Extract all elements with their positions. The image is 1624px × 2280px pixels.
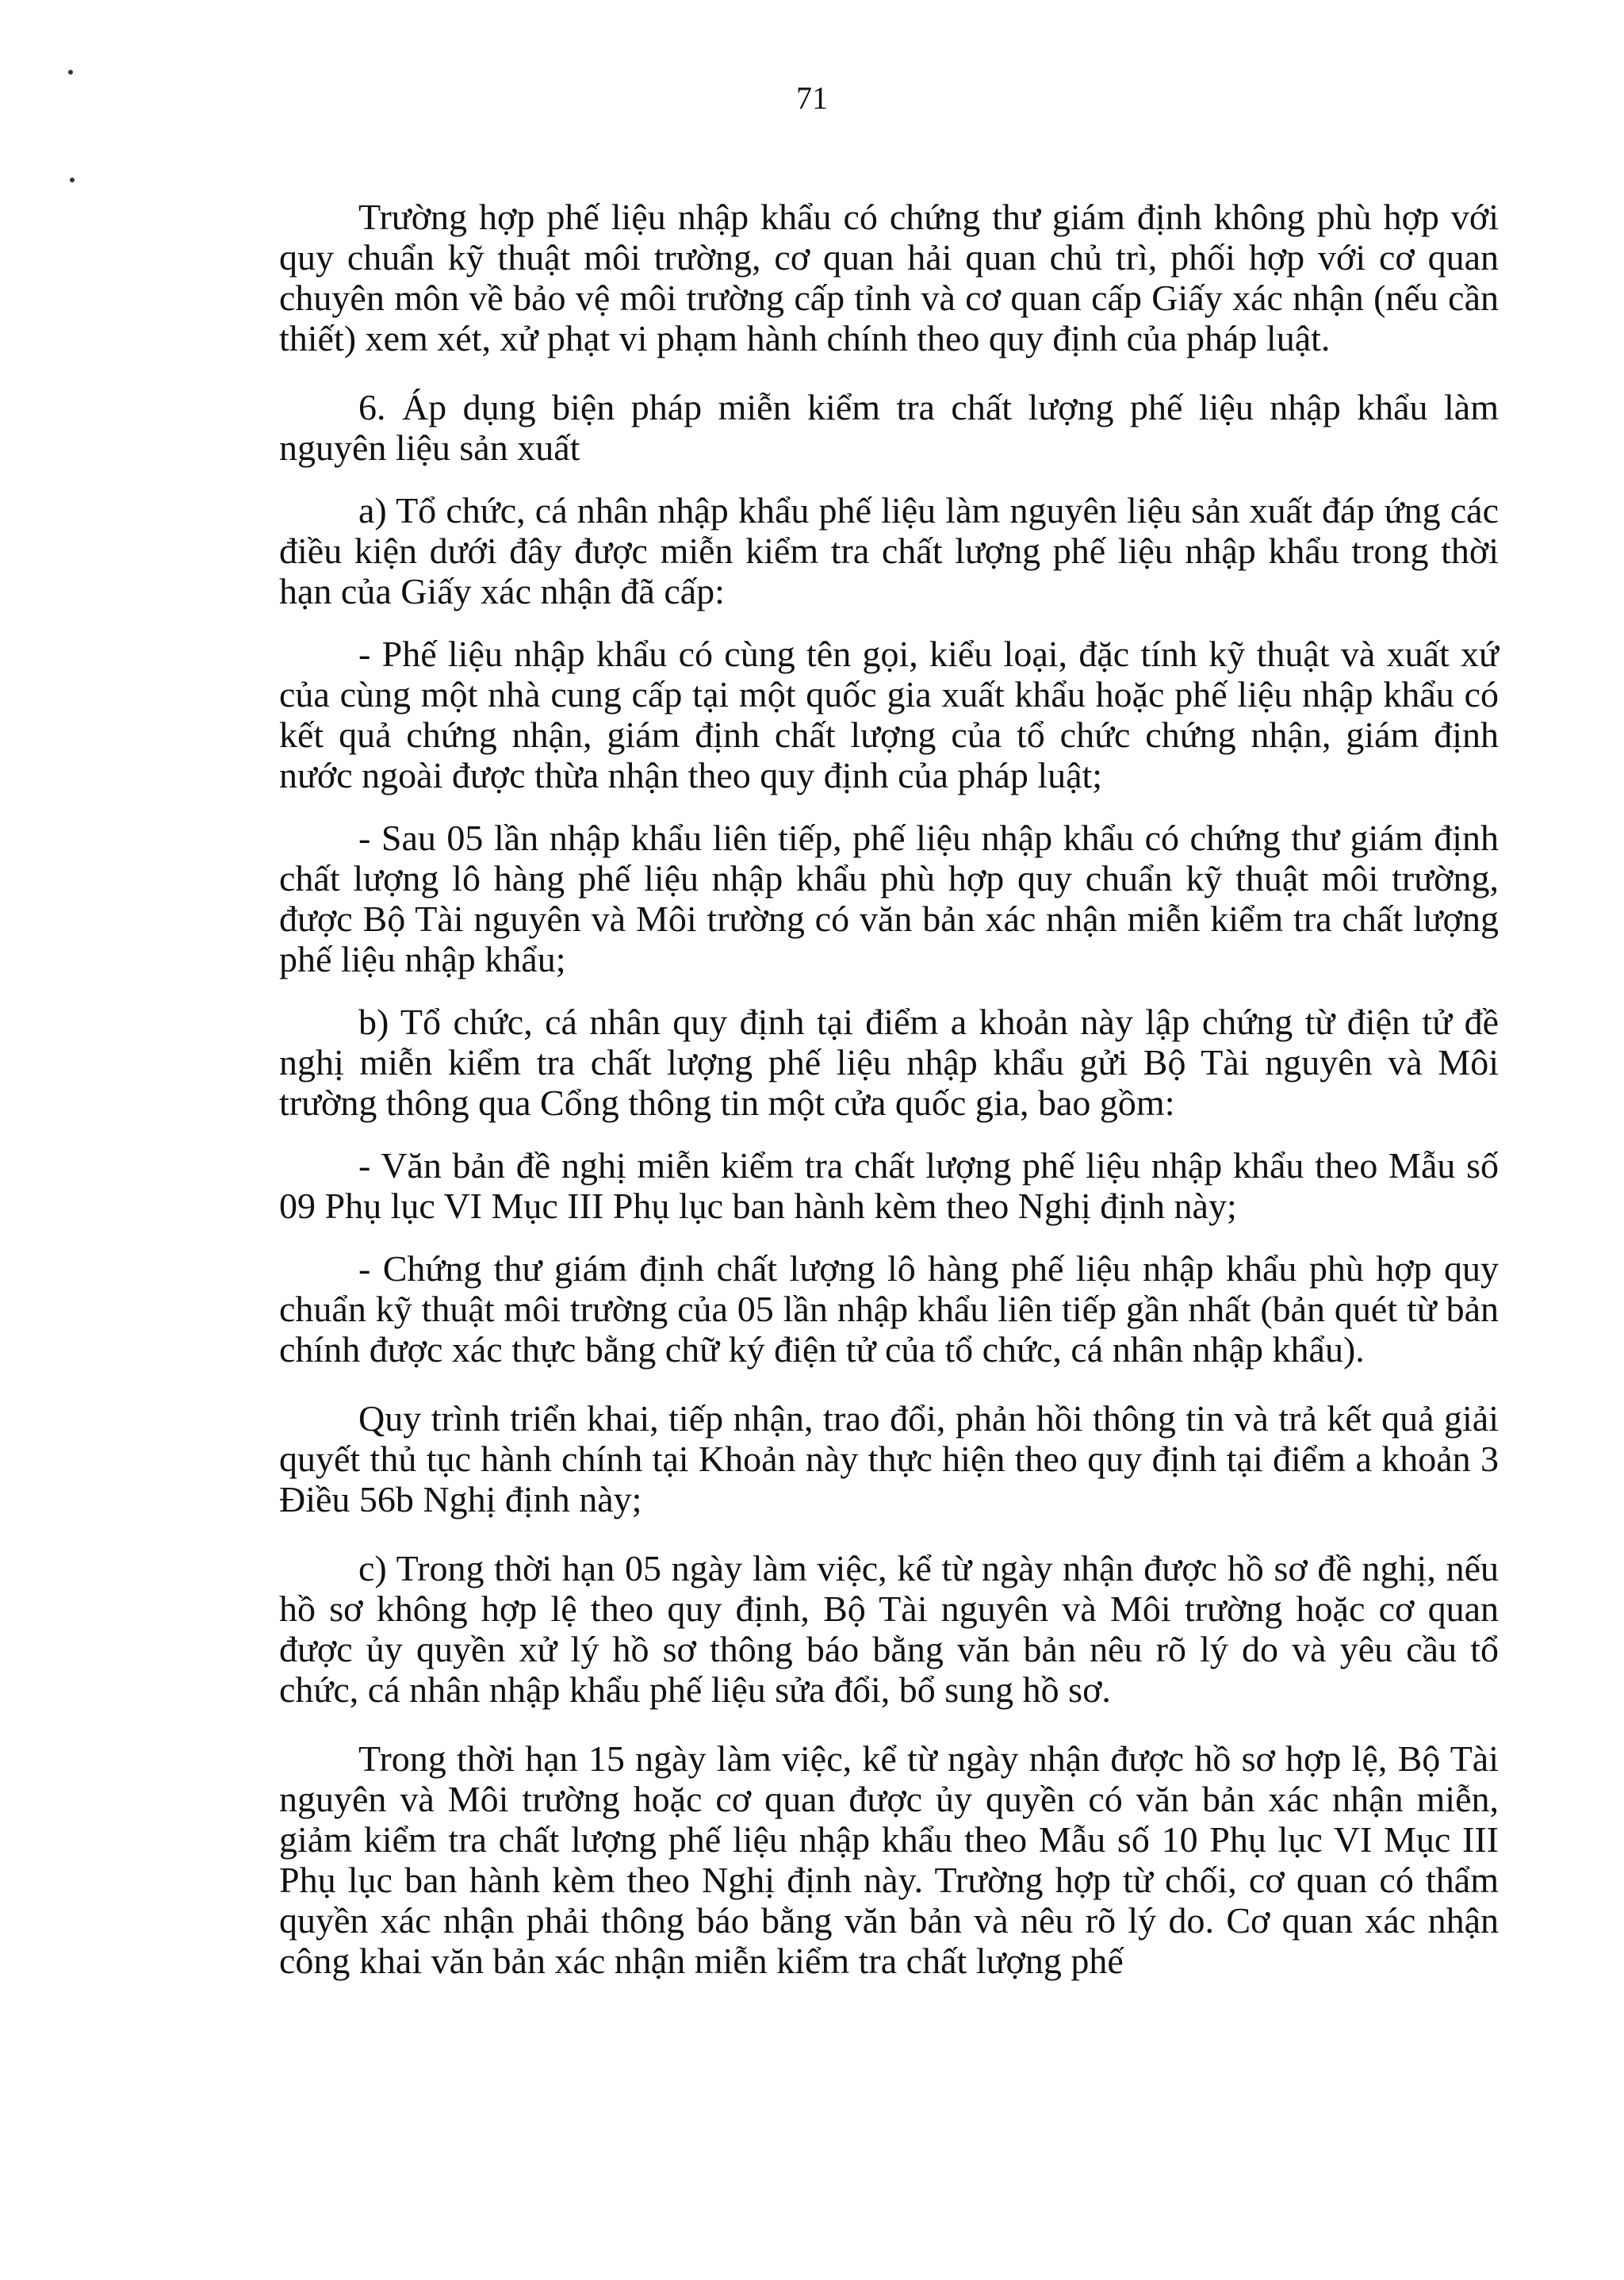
paragraph-condition-2: - Sau 05 lần nhập khẩu liên tiếp, phế liệu nhập khẩu có chứng thư giám định chất lượng lô hàng phế liệu nhập khẩu phù hợp quy chuẩn kỹ thuật môi trường, được Bộ Tài nguyên và Môi trường có văn bản xác nhận miễn kiểm tra chất lượng phế liệu nhập khẩu; [279,818,1499,979]
paragraph-document-2: - Chứng thư giám định chất lượng lô hàng phế liệu nhập khẩu phù hợp quy chuẩn kỹ thuật môi trường của 05 lần nhập khẩu liên tiếp gần nhất (bản quét từ bản chính được xác thực bằng chữ ký điện tử của tổ chức, cá nhân nhập khẩu). [279,1248,1499,1370]
page-number: 71 [796,80,828,116]
document-body [279,197,1499,2010]
scan-speck [70,178,75,182]
paragraph-section-6-heading: 6. Áp dụng biện pháp miễn kiểm tra chất lượng phế liệu nhập khẩu làm nguyên liệu sản xuất [279,387,1499,468]
paragraph-point-a: a) Tổ chức, cá nhân nhập khẩu phế liệu làm nguyên liệu sản xuất đáp ứng các điều kiện dưới đây được miễn kiểm tra chất lượng phế liệu nhập khẩu trong thời hạn của Giấy xác nhận đã cấp: [279,490,1499,611]
paragraph-confirmation: Trong thời hạn 15 ngày làm việc, kể từ ngày nhận được hồ sơ hợp lệ, Bộ Tài nguyên và Môi trường hoặc cơ quan được ủy quyền có văn bản xác nhận miễn, giảm kiểm tra chất lượng phế liệu nhập khẩu theo Mẫu số 10 Phụ lục VI Mục III Phụ lục ban hành kèm theo Nghị định này. Trường hợp từ chối, cơ quan có thẩm quyền xác nhận phải thông báo bằng văn bản và nêu rõ lý do. Cơ quan xác nhận công khai văn bản xác nhận miễn kiểm tra chất lượng phế [279,1738,1499,1981]
scan-speck [68,70,73,75]
paragraph-point-c: c) Trong thời hạn 05 ngày làm việc, kể từ ngày nhận được hồ sơ đề nghị, nếu hồ sơ không hợp lệ theo quy định, Bộ Tài nguyên và Môi trường hoặc cơ quan được ủy quyền xử lý hồ sơ thông báo bằng văn bản nêu rõ lý do và yêu cầu tổ chức, cá nhân nhập khẩu phế liệu sửa đổi, bổ sung hồ sơ. [279,1548,1499,1710]
paragraph-procedure: Quy trình triển khai, tiếp nhận, trao đổi, phản hồi thông tin và trả kết quả giải quyết thủ tục hành chính tại Khoản này thực hiện theo quy định tại điểm a khoản 3 Điều 56b Nghị định này; [279,1398,1499,1519]
paragraph-violation-handling: Trường hợp phế liệu nhập khẩu có chứng thư giám định không phù hợp với quy chuẩn kỹ thuật môi trường, cơ quan hải quan chủ trì, phối hợp với cơ quan chuyên môn về bảo vệ môi trường cấp tỉnh và cơ quan cấp Giấy xác nhận (nếu cần thiết) xem xét, xử phạt vi phạm hành chính theo quy định của pháp luật. [279,197,1499,358]
paragraph-condition-1: - Phế liệu nhập khẩu có cùng tên gọi, kiểu loại, đặc tính kỹ thuật và xuất xứ của cùng một nhà cung cấp tại một quốc gia xuất khẩu hoặc phế liệu nhập khẩu có kết quả chứng nhận, giám định chất lượng của tổ chức chứng nhận, giám định nước ngoài được thừa nhận theo quy định của pháp luật; [279,634,1499,795]
paragraph-point-b: b) Tổ chức, cá nhân quy định tại điểm a khoản này lập chứng từ điện tử đề nghị miễn kiểm tra chất lượng phế liệu nhập khẩu gửi Bộ Tài nguyên và Môi trường thông qua Cổng thông tin một cửa quốc gia, bao gồm: [279,1002,1499,1123]
paragraph-document-1: - Văn bản đề nghị miễn kiểm tra chất lượng phế liệu nhập khẩu theo Mẫu số 09 Phụ lục VI Mục III Phụ lục ban hành kèm theo Nghị định này; [279,1145,1499,1226]
